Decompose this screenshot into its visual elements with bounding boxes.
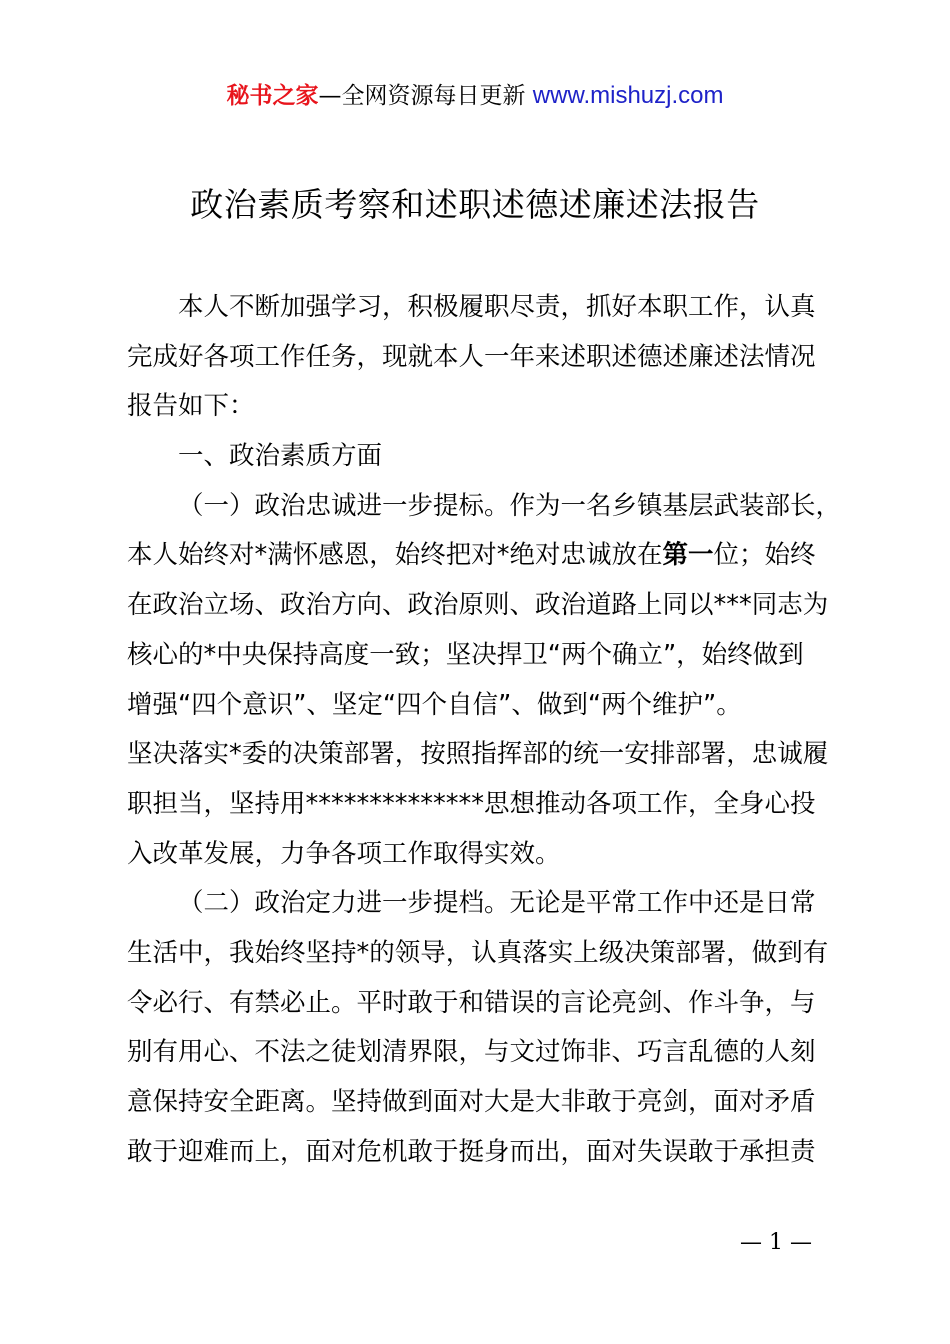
- body-line: 本人不断加强学习，积极履职尽责，抓好本职工作，认真: [178, 292, 816, 322]
- body-line: （一）政治忠诚进一步提标。作为一名乡镇基层武装部长，: [178, 490, 842, 521]
- body-line: 职担当，坚持用**************思想推动各项工作，全身心投: [127, 788, 816, 819]
- body-line: 完成好各项工作任务，现就本人一年来述职述德述廉述法情况: [127, 341, 816, 372]
- body-line: 核心的*中央保持高度一致；坚决捍卫“两个确立”，始终做到: [127, 639, 804, 670]
- site-brand: 秘书之家: [226, 83, 319, 109]
- body-line-segment: 本人始终对*满怀感恩，始终把对*绝对忠诚放在: [127, 540, 663, 571]
- body-line: [127, 531, 857, 581]
- body-line: 生活中，我始终坚持*的领导，认真落实上级决策部署，做到有: [127, 937, 829, 968]
- bold-text: 第一: [662, 540, 714, 571]
- site-url-link[interactable]: www.mishuzj.com: [532, 82, 724, 109]
- body-line: （二）政治定力进一步提档。无论是平常工作中还是日常: [178, 888, 816, 919]
- page-number: — 1 —: [740, 1230, 812, 1255]
- body-line: 入改革发展，力争各项工作取得实效。: [127, 838, 561, 869]
- body-line: 增强“四个意识”、坚定“四个自信”、做到“两个维护”。: [127, 689, 742, 720]
- section-heading: 一、政治素质方面: [178, 441, 383, 472]
- body-line: 在政治立场、政治方向、政治原则、政治道路上同以***同志为: [127, 590, 829, 621]
- body-line: 坚决落实*委的决策部署，按照指挥部的统一安排部署，忠诚履: [127, 739, 829, 770]
- body-line: 报告如下：: [127, 391, 255, 422]
- body-line-segment: 位；始终: [713, 540, 816, 571]
- body-line: 别有用心、不法之徒划清界限，与文过饰非、巧言乱德的人刻: [127, 1037, 816, 1068]
- document-body: [127, 283, 857, 1177]
- site-header: [0, 80, 950, 112]
- document-title: 政治素质考察和述职述德述廉述法报告: [190, 185, 760, 224]
- body-line: 意保持安全距离。坚持做到面对大是大非敢于亮剑，面对矛盾: [127, 1087, 816, 1117]
- body-line: 敢于迎难而上，面对危机敢于挺身而出，面对失误敢于承担责: [127, 1136, 816, 1167]
- body-line: 令必行、有禁必止。平时敢于和错误的言论亮剑、作斗争，与: [127, 987, 816, 1018]
- site-tagline: —全网资源每日更新: [318, 83, 533, 109]
